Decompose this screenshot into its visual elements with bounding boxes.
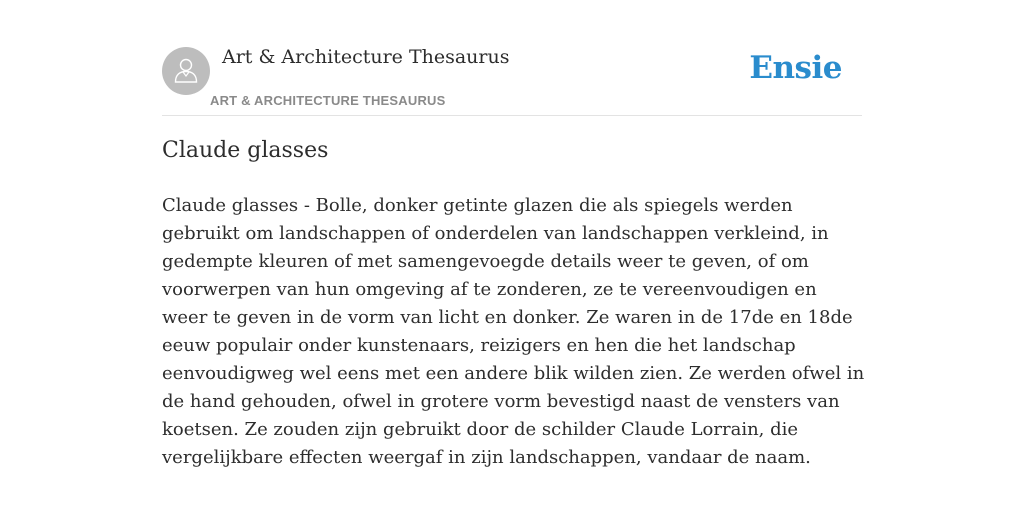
user-avatar-icon[interactable] (162, 47, 210, 95)
user-silhouette-icon (174, 57, 198, 83)
author-name[interactable]: Art & Architecture Thesaurus (222, 46, 510, 68)
source-label[interactable]: ART & ARCHITECTURE THESAURUS (210, 93, 446, 108)
entry-definition: Claude glasses - Bolle, donker getinte glazen die als spiegels werden gebruikt om landschappen of onderdelen van landschappen verkleind, in gedempte kleuren of met samengevoegde details weer te geven, of om voorwerpen van hun omgeving af te zonderen, ze te vereenvoudigen en weer te geven in de vorm van licht en donker. Ze waren in de 17de en 18de eeuw populair onder kunstenaars, reizigers en hen die het landschap eenvoudigweg wel eens met een andere blik wilden zien. Ze werden ofwel in de hand gehouden, ofwel in grotere vorm bevestigd naast de vensters van koetsen. Ze zouden zijn gebruikt door de schilder Claude Lorrain, die vergelijkbare effecten weergaf in zijn landschappen, vandaar de naam. (162, 195, 865, 468)
entry-header (162, 40, 862, 116)
entry-title: Claude glasses (162, 138, 329, 163)
brand-logo[interactable]: Ensie (749, 50, 842, 86)
